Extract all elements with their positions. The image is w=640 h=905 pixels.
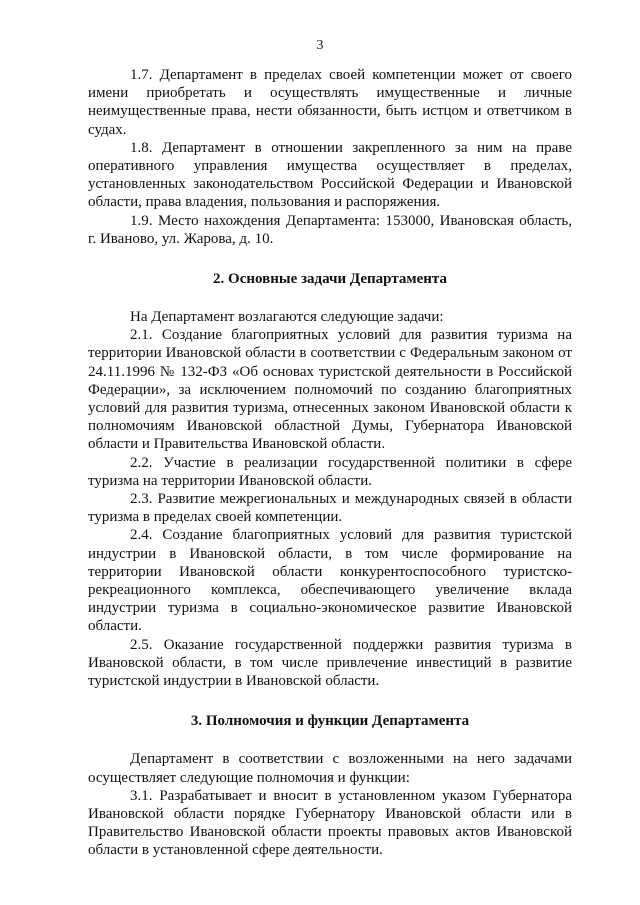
- paragraph-2-3: 2.3. Развитие межрегиональных и международных связей в области туризма в пределах своей компетенции.: [88, 491, 572, 526]
- paragraph-1-8: 1.8. Департамент в отношении закрепленного за ним на праве оперативного управления имущества осуществляет в пределах, установленных законодательством Российской Федерации и Ивановской области, права владения, пользования и распоряжения.: [88, 139, 572, 211]
- paragraph-2-2: 2.2. Участие в реализации государственной политики в сфере туризма на территории Ивановской области.: [88, 454, 572, 489]
- document-body: [88, 66, 572, 860]
- paragraph-2-5: 2.5. Оказание государственной поддержки развития туризма в Ивановской области, в том числе привлечение инвестиций в развитие туристской индустрии в Ивановской области.: [88, 636, 572, 690]
- paragraph-section-3-intro: Департамент в соответствии с возложенными на него задачами осуществляет следующие полномочия и функции:: [88, 751, 572, 786]
- paragraph-2-1: 2.1. Создание благоприятных условий для развития туризма на территории Ивановской области в соответствии с Федеральным законом от 24.11.1996 № 132-ФЗ «Об основах туристской деятельности в Российской Федерации», за исключением полномочий по созданию благоприятных условий для развития туризма, отнесенных законом Ивановской области к полномочиям Ивановской областной Думы, Губернатора Ивановской области и Правительства Ивановской области.: [88, 327, 572, 453]
- page-number: 3: [316, 38, 324, 53]
- section-3-heading: 3. Полномочия и функции Департамента: [190, 713, 470, 730]
- paragraph-1-7: 1.7. Департамент в пределах своей компетенции может от своего имени приобретать и осуществлять имущественные и личные неимущественные права, нести обязанности, быть истцом и ответчиком в судах.: [88, 67, 572, 138]
- paragraph-section-2-intro: На Департамент возлагаются следующие задачи:: [130, 309, 444, 326]
- paragraph-3-1: 3.1. Разрабатывает и вносит в установленном указом Губернатора Ивановской области порядке Губернатору Ивановской области или в Правительство Ивановской области проекты правовых актов Ивановской области в установленной сфере деятельности.: [88, 787, 572, 859]
- paragraph-1-9: 1.9. Место нахождения Департамента: 153000, Ивановская область, г. Иваново, ул. Жарова, д. 10.: [88, 212, 572, 247]
- section-2-heading: 2. Основные задачи Департамента: [213, 271, 447, 288]
- paragraph-2-4: 2.4. Создание благоприятных условий для развития туристской индустрии в Ивановской области, в том числе формирование на территории Ивановской области конкурентоспособного туристско-рекреационного комплекса, обеспечивающего увеличение вклада индустрии туризма в социально-экономическое развитие Ивановской области.: [88, 527, 572, 635]
